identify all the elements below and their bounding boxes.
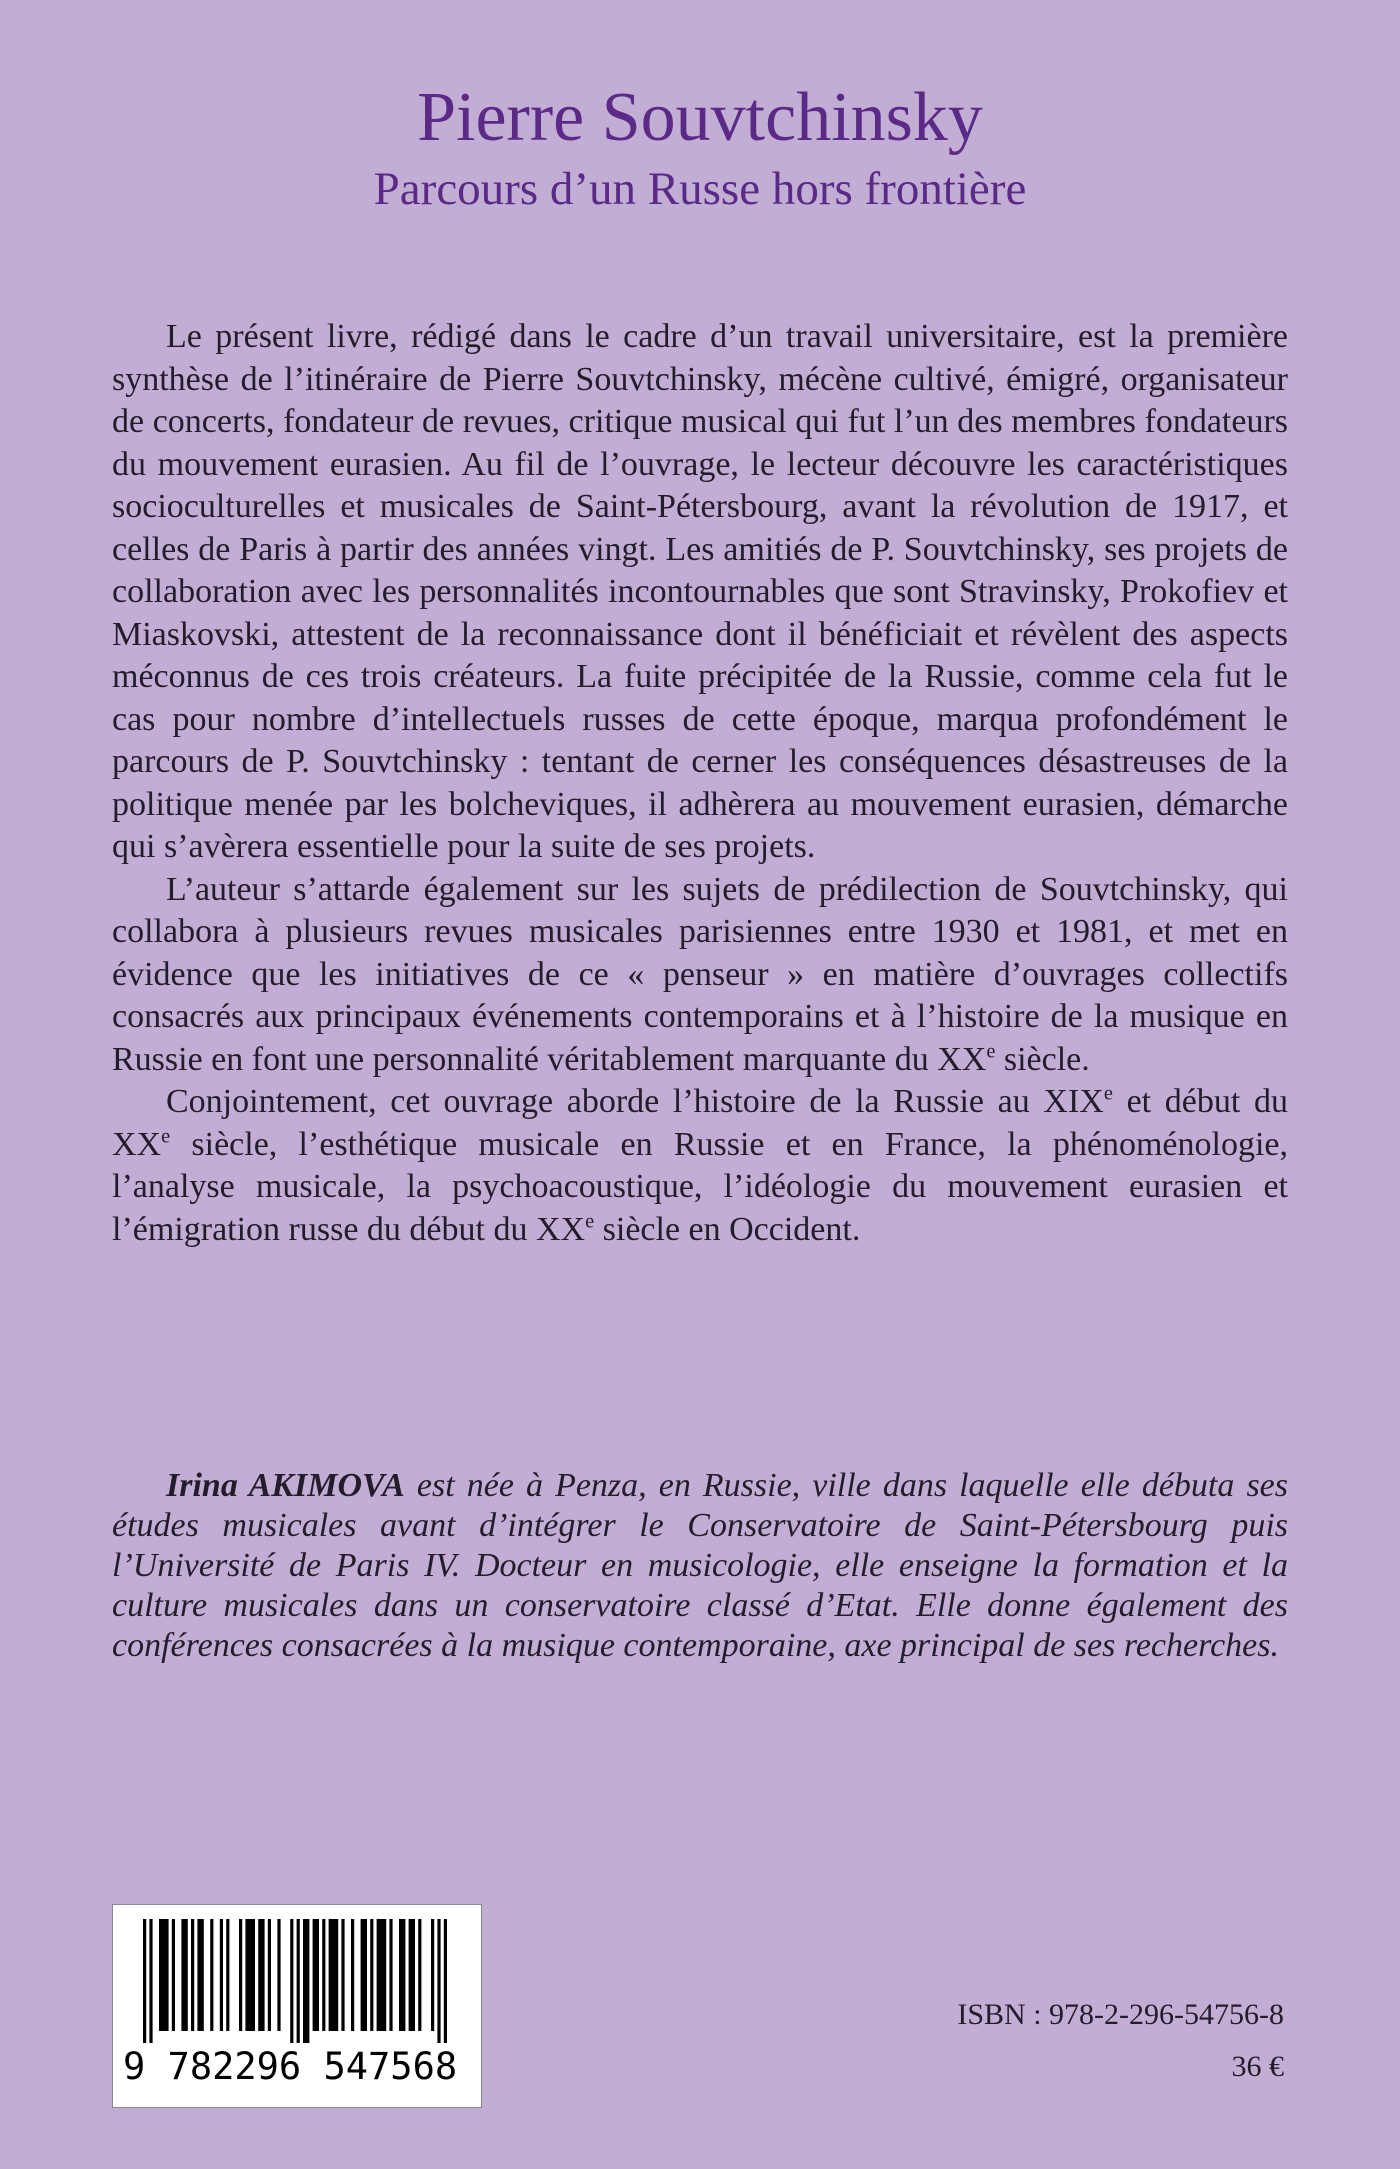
barcode-bar bbox=[322, 1919, 325, 2031]
barcode-bar bbox=[143, 1919, 146, 2043]
book-summary bbox=[112, 316, 1288, 1251]
summary-paragraph-1: Le présent livre, rédigé dans le cadre d’un travail universitaire, est la première synthèse de l’itinéraire de Pierre Souvtchinsky, mécène cultivé, émigré, organisateur de concerts, fondateur de revues, critique musical qui fut l’un des membres fondateurs du mouvement eurasien. Au fil de l’ouvrage, le lecteur découvre les caractéristiques socioculturelles et musicales de Saint-Pétersbourg, avant la révolution de 1917, et celles de Paris à partir des années vingt. Les amitiés de P. Souvtchinsky, ses projets de collaboration avec les personnalités incontournables que sont Stravinsky, Prokofiev et Miaskovski, attestent de la reconnaissance dont il bénéficiait et révèlent des aspects méconnus de ces trois créateurs. La fuite précipitée de la Russie, comme cela fut le cas pour nombre d’intellectuels russes de cette époque, marqua profondément le parcours de P. Souvtchinsky : tentant de cerner les conséquences désastreuses de la politique menée par les bolcheviques, il adhèrera au mouvement eurasien, démarche qui s’avèrera essentielle pour la suite de ses projets. bbox=[112, 318, 1288, 865]
barcode-bar bbox=[245, 1919, 255, 2031]
author-bio-text: est née à Penza, en Russie, ville dans laquelle elle débuta ses études musicales avant d’intégrer le Conservatoire de Saint-Pétersbourg puis l’Université de Paris IV. Docteur en musicologie, elle enseigne la formation et la culture musicales dans un conservatoire classé d’Etat. Elle donne également des conférences consacrées à la musique contemporaine, axe principal de ses recherches. bbox=[112, 1467, 1289, 1664]
barcode-bar bbox=[370, 1919, 373, 2031]
barcode-bar bbox=[268, 1919, 271, 2031]
author-bio-paragraph bbox=[112, 1466, 1288, 1666]
barcode-bar bbox=[444, 1919, 447, 2043]
barcode-bar bbox=[220, 1919, 223, 2031]
isbn: ISBN : 978-2-296-54756-8 bbox=[957, 1998, 1284, 2031]
barcode-bars bbox=[143, 1919, 451, 2043]
barcode-bar bbox=[377, 1919, 387, 2031]
barcode-bar bbox=[159, 1919, 169, 2031]
price: 36 € bbox=[1231, 2050, 1284, 2083]
summary-paragraph-3: Conjointement, cet ouvrage aborde l’histoire de la Russie au XIXe et début du XXe siècle, l’esthétique musicale en Russie et en France, la phénoménologie, l’analyse musicale, la psychoacoustique, l’idéologie du mouvement eurasien et l’émigration russe du début du XXe siècle en Occident. bbox=[112, 1082, 1288, 1248]
barcode-bar bbox=[226, 1919, 229, 2031]
barcode-bar bbox=[290, 1919, 293, 2043]
barcode-bar bbox=[181, 1919, 187, 2031]
barcode-bar bbox=[297, 1919, 300, 2043]
barcode-bar bbox=[258, 1919, 264, 2031]
book-title: Pierre Souvtchinsky bbox=[417, 79, 983, 156]
barcode-bar bbox=[197, 1919, 203, 2031]
book-subtitle: Parcours d’un Russe hors frontière bbox=[373, 163, 1027, 215]
barcode-bar bbox=[437, 1919, 440, 2043]
barcode-bar bbox=[361, 1919, 367, 2031]
barcode-digits: 9 782296 547568 bbox=[123, 2045, 458, 2088]
barcode-bar bbox=[210, 1919, 213, 2031]
barcode-bar bbox=[172, 1919, 175, 2031]
author-bio bbox=[112, 1466, 1288, 1666]
barcode-bar bbox=[149, 1919, 152, 2043]
barcode-bar bbox=[329, 1919, 339, 2031]
barcode-bar bbox=[389, 1919, 392, 2031]
barcode-bar bbox=[277, 1919, 280, 2031]
barcode-bar bbox=[303, 1919, 309, 2043]
barcode-bar bbox=[191, 1919, 194, 2031]
barcode-bar bbox=[418, 1919, 421, 2031]
barcode-bar bbox=[399, 1919, 405, 2031]
barcode-bar bbox=[409, 1919, 415, 2031]
barcode-bar bbox=[239, 1919, 242, 2031]
barcode bbox=[112, 1904, 482, 2108]
barcode-bar bbox=[313, 1919, 319, 2031]
barcode-bar bbox=[431, 1919, 434, 2031]
barcode-bar bbox=[341, 1919, 344, 2031]
barcode-bar bbox=[351, 1919, 354, 2031]
author-name: Irina AKIMOVA bbox=[166, 1467, 405, 1504]
summary-paragraph-2: L’auteur s’attarde également sur les sujets de prédilection de Souvtchinsky, qui collabora à plusieurs revues musicales parisiennes entre 1930 et 1981, et met en évidence que les initiatives de ce « penseur » en matière d’ouvrages collectifs consacrés aux principaux événements contemporains et à l’histoire de la musique en Russie en font une personnalité véritablement marquante du XXe siècle. bbox=[112, 870, 1288, 1078]
